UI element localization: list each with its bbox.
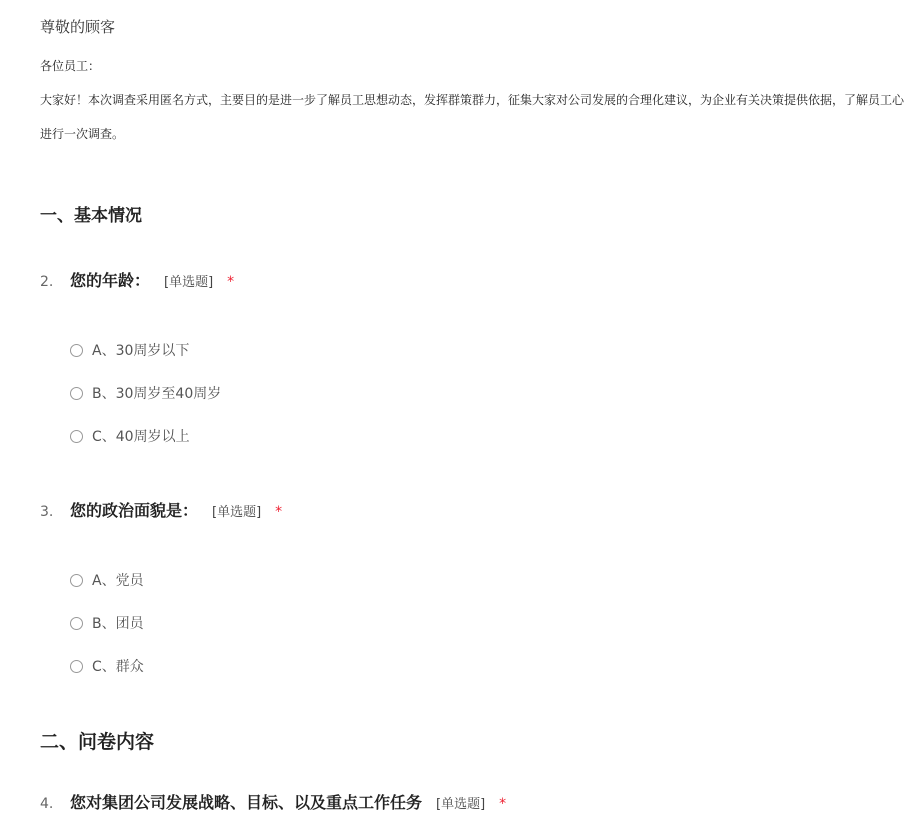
option-q2-b[interactable] bbox=[70, 383, 221, 403]
question-title: 您的政治面貌是： bbox=[70, 501, 199, 520]
option-label: B、30周岁至40周岁 bbox=[92, 386, 222, 402]
option-q3-c[interactable] bbox=[70, 656, 144, 676]
question-type-badge: [单选题] bbox=[436, 797, 486, 812]
option-label: C、群众 bbox=[92, 659, 144, 675]
question-number: 2. bbox=[40, 274, 54, 290]
required-marker: * bbox=[227, 274, 235, 290]
required-marker: * bbox=[275, 504, 283, 520]
section-title-basic: 一、基本情况 bbox=[40, 206, 142, 226]
question-type-badge: [单选题] bbox=[164, 275, 214, 290]
intro-body-line-2: 进行一次调查。 bbox=[40, 127, 125, 141]
intro-text bbox=[40, 57, 904, 151]
radio-button[interactable] bbox=[70, 574, 83, 587]
question-type-badge: [单选题] bbox=[212, 505, 262, 520]
option-q2-a[interactable] bbox=[70, 340, 189, 360]
option-q3-a[interactable] bbox=[70, 570, 144, 590]
radio-button[interactable] bbox=[70, 660, 83, 673]
radio-button[interactable] bbox=[70, 344, 83, 357]
option-q2-c[interactable] bbox=[70, 426, 190, 446]
option-label: B、团员 bbox=[92, 616, 144, 632]
section-title-content: 二、问卷内容 bbox=[40, 731, 155, 753]
option-label: A、党员 bbox=[92, 573, 144, 589]
option-label: A、30周岁以下 bbox=[92, 343, 190, 359]
question-number: 3. bbox=[40, 504, 54, 520]
radio-button[interactable] bbox=[70, 617, 83, 630]
question-number: 4. bbox=[40, 796, 54, 812]
greeting-title: 尊敬的顾客 bbox=[40, 18, 116, 36]
question-title: 您对集团公司发展战略、目标、以及重点工作任务 bbox=[70, 793, 423, 812]
intro-salutation: 各位员工： bbox=[40, 59, 101, 73]
question-3-header bbox=[40, 498, 282, 521]
radio-button[interactable] bbox=[70, 387, 83, 400]
intro-body-line-1: 大家好！本次调查采用匿名方式，主要目的是进一步了解员工思想动态，发挥群策群力，征集大家对公司发展的合理化建议，为企业有关决策提供依据，了解员工心 bbox=[40, 93, 904, 107]
option-label: C、40周岁以上 bbox=[92, 429, 190, 445]
question-2-header bbox=[40, 268, 234, 291]
question-title: 您的年龄： bbox=[70, 271, 151, 290]
radio-button[interactable] bbox=[70, 430, 83, 443]
question-4-header bbox=[40, 790, 506, 813]
option-q3-b[interactable] bbox=[70, 613, 144, 633]
required-marker: * bbox=[499, 796, 507, 812]
